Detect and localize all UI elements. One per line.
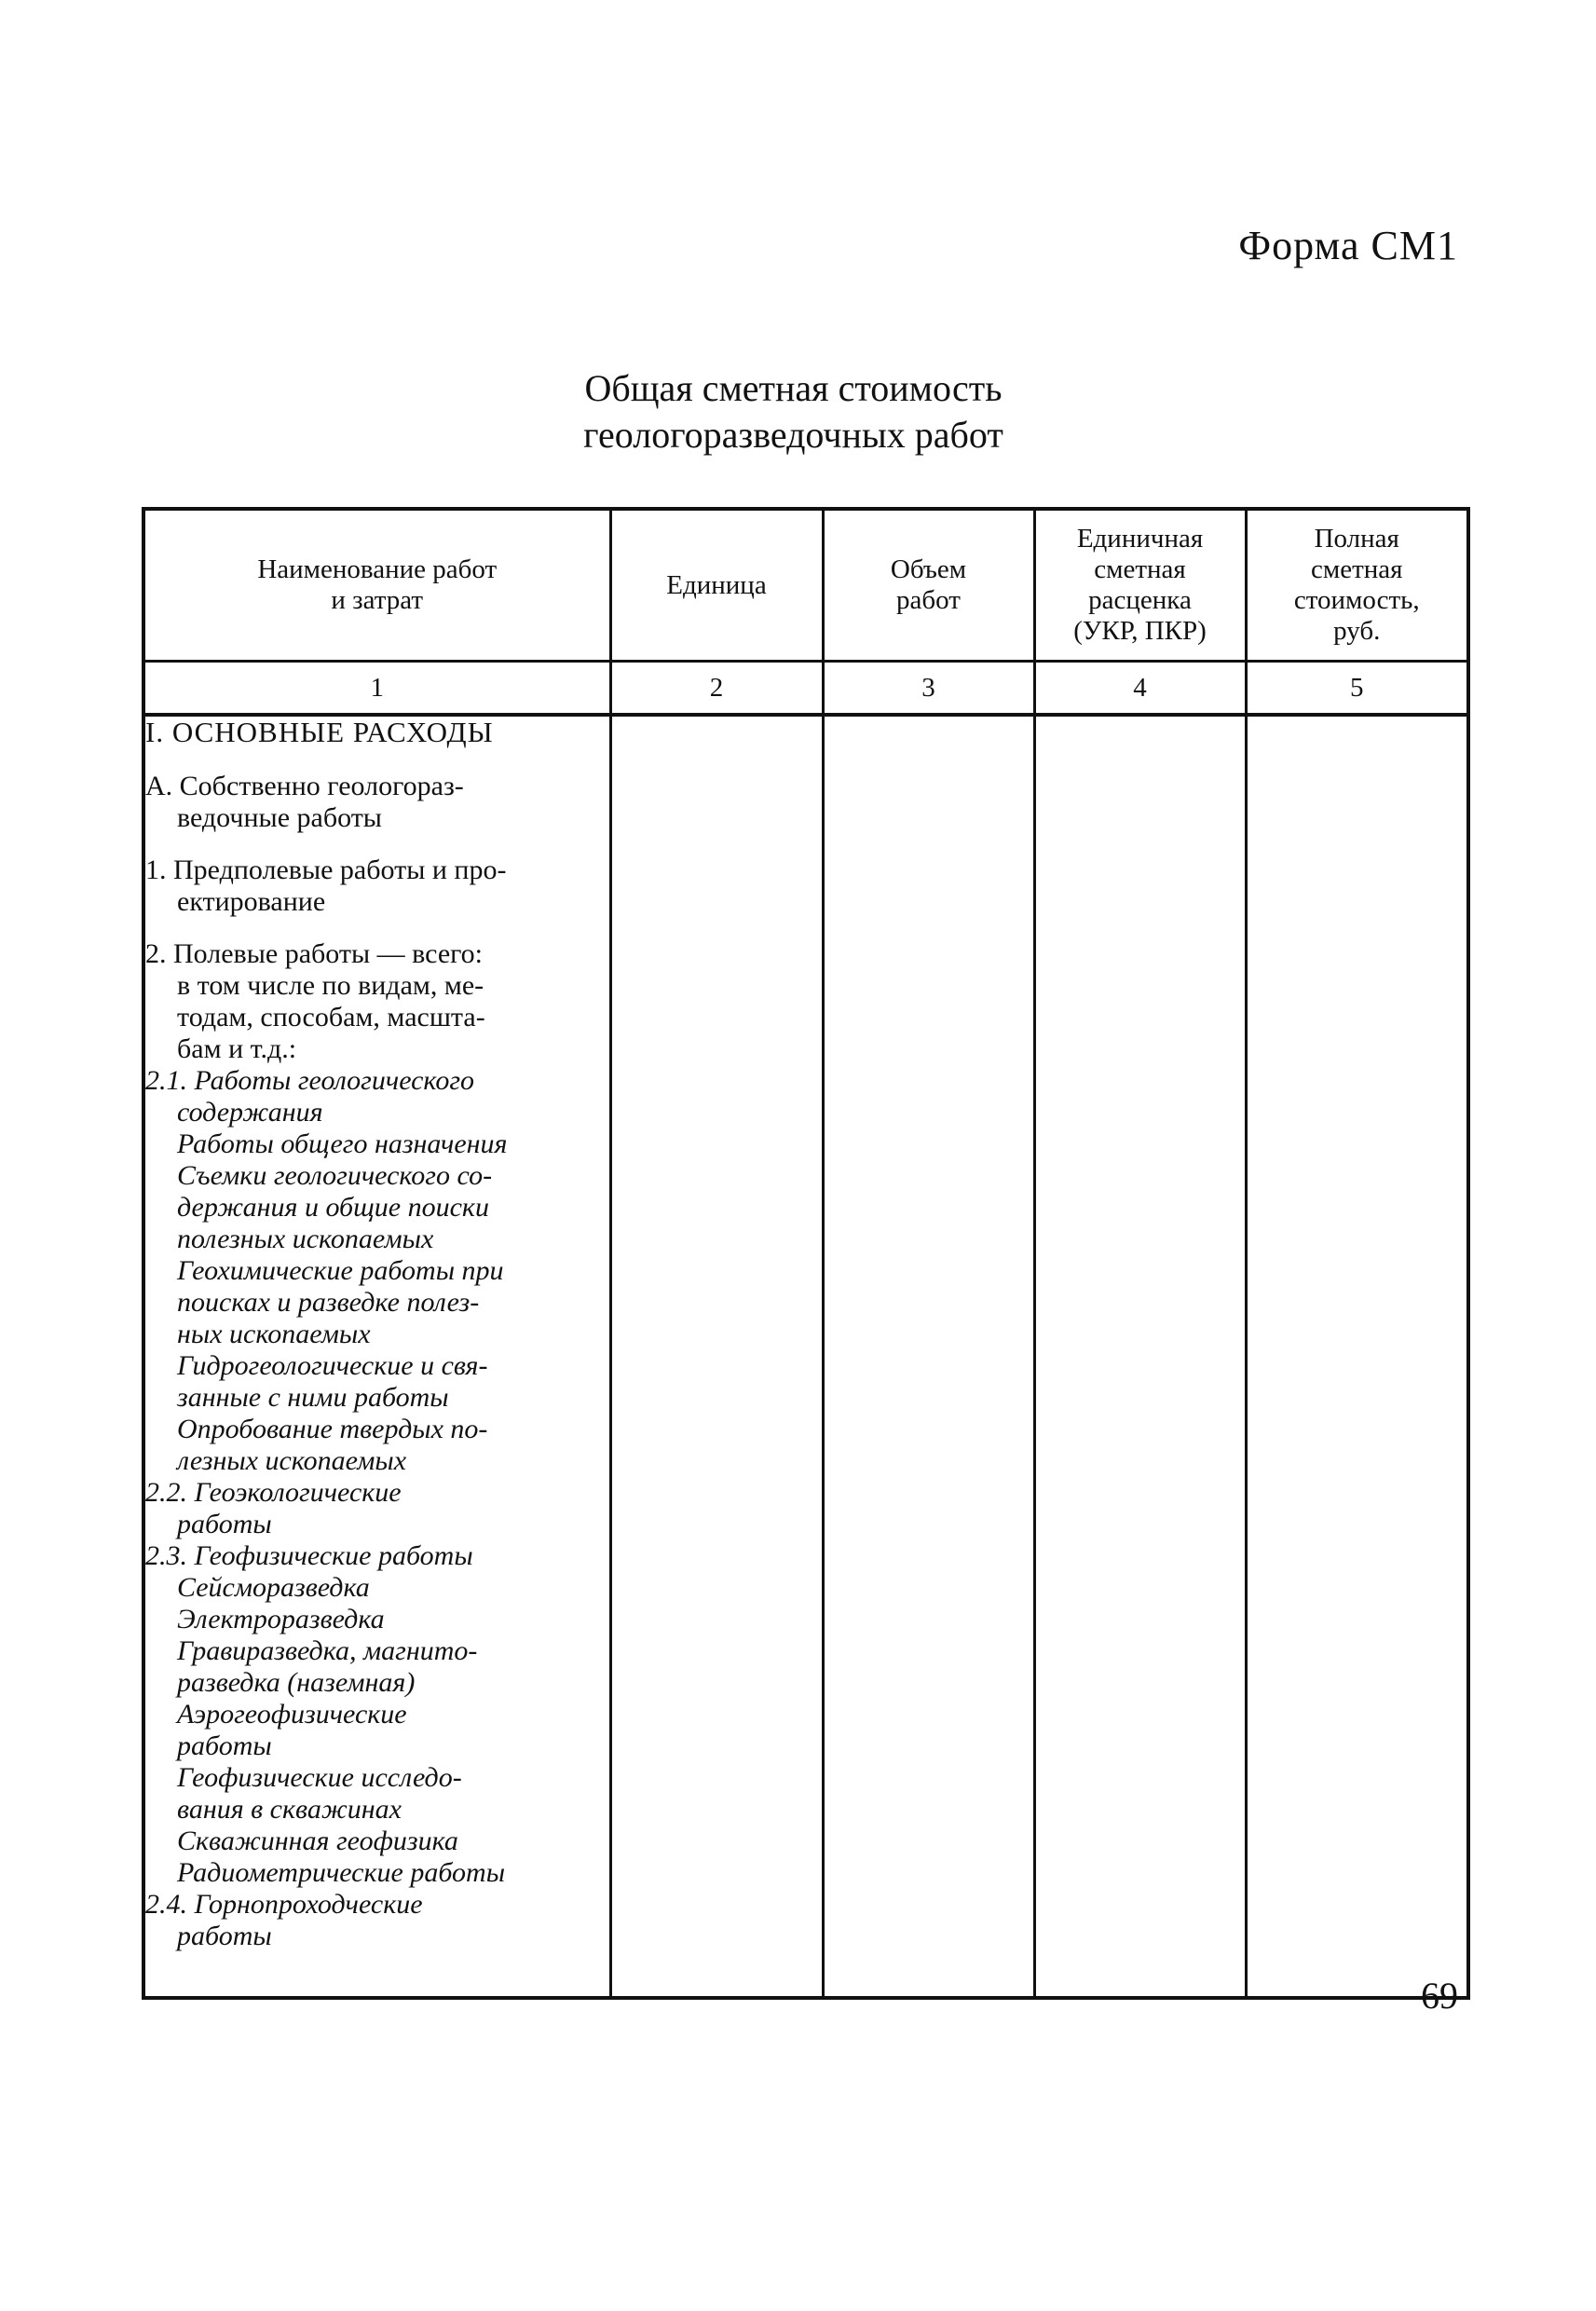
italic-work-line: Скважинная геофизика xyxy=(177,1826,458,1856)
italic-work-line: занные с ними работы xyxy=(177,1382,449,1413)
header-line: стоимость, xyxy=(1293,585,1420,615)
italic-work-line: Гидрогеологические и свя- xyxy=(177,1350,488,1381)
item-1 xyxy=(145,855,609,918)
header-total-cost xyxy=(1246,509,1468,662)
italic-work-line: Гравиразведка, магнито- xyxy=(177,1635,478,1666)
header-line: расценка xyxy=(1088,585,1192,615)
item-2-sub-line: тодам, способам, масшта- xyxy=(177,1002,485,1032)
item-2-head: 2. Полевые работы — всего: xyxy=(145,938,484,969)
header-line: Наименование работ xyxy=(257,554,498,584)
column-number-3: 3 xyxy=(823,662,1034,716)
section-a-line: А. Собственно геологораз- xyxy=(145,771,464,801)
unit-cell xyxy=(610,715,823,1998)
table-body-row xyxy=(143,715,1468,1998)
italic-work-line: полезных ископаемых xyxy=(177,1224,434,1254)
item-2-sub-line: в том числе по видам, ме- xyxy=(177,970,484,1001)
italic-work-line: ных ископаемых xyxy=(177,1319,371,1349)
document-title-line-1: Общая сметная стоимость xyxy=(584,367,1003,409)
item-2 xyxy=(145,938,609,1065)
italic-work-line: разведка (наземная) xyxy=(177,1667,416,1698)
header-line: Объем xyxy=(890,554,967,584)
italic-work-line: 2.1. Работы геологического xyxy=(145,1065,475,1096)
form-label: Форма СМ1 xyxy=(1238,223,1458,268)
italic-work-line: Аэрогеофизические xyxy=(177,1699,407,1730)
italic-work-line: держания и общие поиски xyxy=(177,1192,489,1223)
italic-work-line: Работы общего назначения xyxy=(177,1128,508,1159)
header-line: сметная xyxy=(1094,554,1186,584)
document-title xyxy=(0,365,1596,458)
italic-work-line: 2.2. Геоэкологические xyxy=(145,1477,402,1508)
unit-rate-cell xyxy=(1034,715,1246,1998)
italic-work-line: Геохимические работы при xyxy=(177,1255,504,1286)
page-number: 69 xyxy=(1421,1975,1458,2017)
italic-work-line: вания в скважинах xyxy=(177,1794,402,1825)
italic-work-line: Геофизические исследо- xyxy=(177,1762,462,1793)
header-line: и затрат xyxy=(331,585,424,615)
column-number-row xyxy=(143,662,1468,716)
column-number-2: 2 xyxy=(610,662,823,716)
header-line: Единица xyxy=(666,569,767,600)
header-volume xyxy=(823,509,1034,662)
header-line: работ xyxy=(896,585,961,615)
header-unit-rate xyxy=(1034,509,1246,662)
work-names-cell xyxy=(143,715,610,1998)
italic-work-line: Сейсморазведка xyxy=(177,1572,370,1603)
italic-work-line: поисках и разведке полез- xyxy=(177,1287,480,1318)
italic-work-line: 2.4. Горнопроходческие xyxy=(145,1889,423,1920)
italic-work-line: содержания xyxy=(177,1097,323,1128)
item-1-line: ектирование xyxy=(177,886,326,917)
header-line: Единичная xyxy=(1076,524,1204,554)
document-title-line-2: геологоразведочных работ xyxy=(583,414,1003,456)
italic-work-line: Съемки геологического со- xyxy=(177,1160,493,1191)
italic-work-line: 2.3. Геофизические работы xyxy=(145,1540,473,1571)
total-cost-cell xyxy=(1246,715,1468,1998)
header-work-name xyxy=(143,509,610,662)
item-2-sub-line: бам и т.д.: xyxy=(177,1033,297,1064)
estimate-table xyxy=(142,507,1470,2000)
column-number-5: 5 xyxy=(1246,662,1468,716)
column-number-1: 1 xyxy=(143,662,610,716)
section-a xyxy=(145,771,609,834)
italic-work-line: работы xyxy=(177,1921,272,1951)
italic-work-list xyxy=(145,1065,609,1952)
item-1-line: 1. Предполевые работы и про- xyxy=(145,855,507,885)
italic-work-line: Электроразведка xyxy=(177,1604,385,1634)
italic-work-line: работы xyxy=(177,1509,272,1539)
header-line: сметная xyxy=(1311,554,1403,584)
table-header-row xyxy=(143,509,1468,662)
header-line: Полная xyxy=(1314,524,1399,554)
section-main-title: I. ОСНОВНЫЕ РАСХОДЫ xyxy=(145,716,494,748)
section-a-line: ведочные работы xyxy=(177,802,382,833)
volume-cell xyxy=(823,715,1034,1998)
italic-work-line: работы xyxy=(177,1730,272,1761)
italic-work-line: Опробование твердых по- xyxy=(177,1414,488,1444)
italic-work-line: Радиометрические работы xyxy=(177,1857,506,1888)
header-line: руб. xyxy=(1333,616,1381,646)
header-unit xyxy=(610,509,823,662)
header-line: (УКР, ПКР) xyxy=(1073,616,1207,646)
italic-work-line: лезных ископаемых xyxy=(177,1445,407,1476)
column-number-4: 4 xyxy=(1034,662,1246,716)
